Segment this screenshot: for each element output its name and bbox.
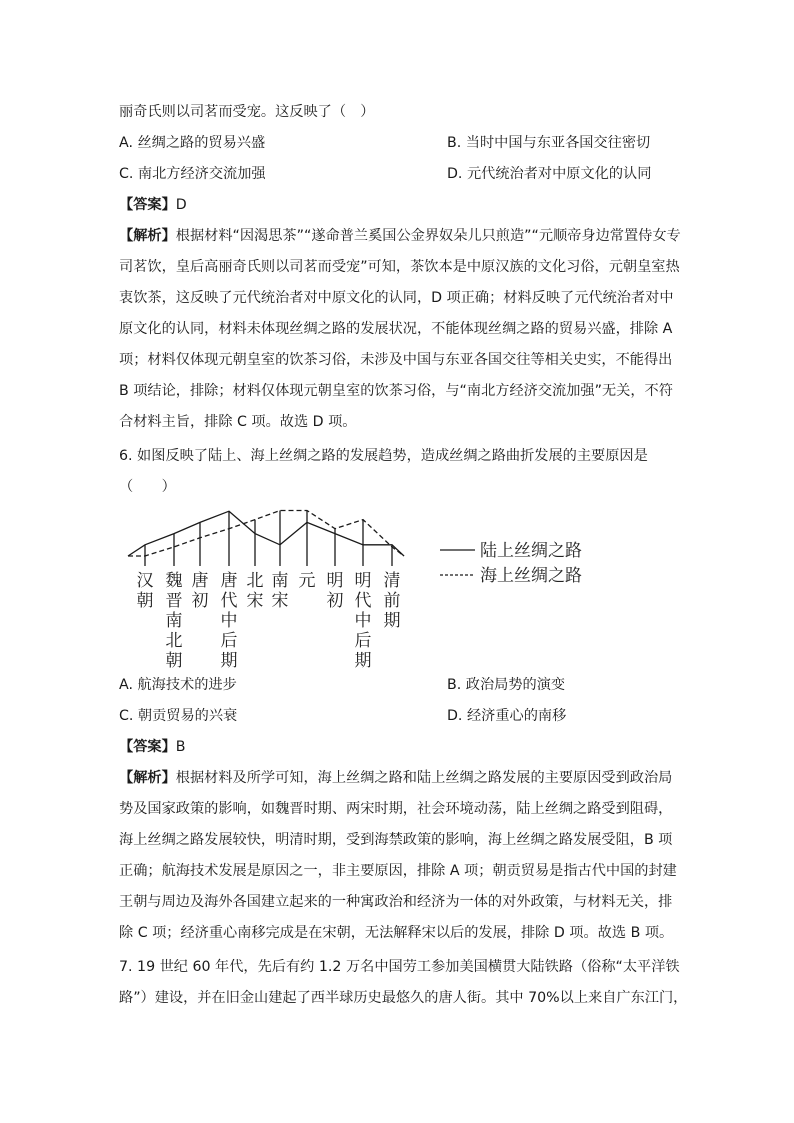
period-label-char: 初 (326, 591, 344, 611)
q6-analysis-line: 正确；航海技术发展是原因之一，非主要原因，排除 A 项；朝贡贸易是指古代中国的封建 (119, 863, 677, 879)
period-labels (137, 571, 401, 668)
q5-answer (119, 195, 187, 215)
period-label-char: 元 (298, 571, 316, 591)
analysis-label: 【解析】 (119, 228, 176, 244)
silk-road-trend-diagram (118, 508, 628, 668)
period-label-char: 清 (383, 571, 401, 591)
q6-stem: 6. 如图反映了陆上、海上丝绸之路的发展趋势，造成丝绸之路曲折发展的主要原因是 (119, 448, 648, 464)
period-label-char: 宋 (271, 591, 289, 611)
analysis-label: 【解析】 (119, 770, 176, 786)
period-label-char: 中 (220, 611, 238, 631)
answer-label: 【答案】 (119, 197, 176, 213)
period-label-char: 前 (383, 591, 401, 611)
q6-option-d: D. 经济重心的南移 (447, 708, 567, 724)
q6-analysis-line: 海上丝绸之路发展较快，明清时期，受到海禁政策的影响，海上丝绸之路发展受阻，B 项 (119, 832, 673, 848)
period-label-char: 代 (220, 591, 238, 611)
period-label-char: 汉 (136, 571, 154, 591)
period-label-char: 中 (354, 611, 372, 631)
period-label-char: 明 (326, 571, 344, 591)
legend-land-label: 陆上丝绸之路 (480, 541, 582, 561)
q5-analysis-line: B 项结论，排除；材料仅体现元朝皇室的饮茶习俗，与“南北方经济交流加强”无关，不符 (119, 383, 673, 399)
period-label-char: 南 (271, 571, 289, 591)
answer-value: D (175, 197, 187, 213)
period-label-char: 朝 (136, 591, 154, 611)
period-label-char: 晋 (165, 591, 183, 611)
q6-stem-blank: （ ） (119, 479, 176, 495)
period-label-char: 初 (191, 591, 209, 611)
q5-option-a: A. 丝绸之路的贸易兴盛 (119, 135, 266, 151)
q6-option-c: C. 朝贡贸易的兴衰 (119, 708, 238, 724)
q6-answer (119, 737, 186, 757)
q7-stem-line: 7. 19 世纪 60 年代，先后有约 1.2 万名中国劳工参加美国横贯大陆铁路（俗称“太平洋铁 (119, 959, 680, 975)
q6-option-b: B. 政治局势的演变 (447, 677, 566, 693)
legend-sea-label: 海上丝绸之路 (480, 566, 582, 586)
q7-stem-line: 路”）建设，并在旧金山建起了西半球历史最悠久的唐人街。其中 70%以上来自广东江门， (119, 990, 688, 1006)
q6-analysis-line: 除 C 项；经济重心南移完成是在宋朝，无法解释宋以后的发展，排除 D 项。故选 B 项。 (119, 925, 674, 941)
period-label-char: 唐 (220, 571, 238, 591)
q5-stem-tail: 丽奇氏则以司茗而受宠。这反映了（ ） (119, 104, 375, 120)
q5-analysis-line: 司茗饮，皇后高丽奇氏则以司茗而受宠”可知，茶饮本是中原汉族的文化习俗，元朝皇室热 (119, 259, 680, 275)
period-label-char: 后 (354, 631, 372, 651)
q5-option-c: C. 南北方经济交流加强 (119, 166, 266, 182)
q6-analysis-line: 王朝与周边及海外各国建立起来的一种寓政治和经济为一体的对外政策，与材料无关，排 (119, 894, 673, 910)
period-label-char: 北 (246, 571, 264, 591)
answer-label: 【答案】 (119, 739, 176, 755)
period-label-char: 后 (220, 631, 238, 651)
q5-analysis-line: 衷饮茶，这反映了元代统治者对中原文化的认同，D 项正确；材料反映了元代统治者对中 (119, 290, 674, 306)
period-markers (145, 511, 392, 567)
q5-analysis-line: 【解析】根据材料“因渴思茶”“遂命普兰奚国公金界奴朵儿只煎造”“元顺帝身边常置侍女专 (119, 228, 681, 244)
period-label-char: 朝 (165, 651, 183, 668)
period-label-char: 期 (220, 651, 238, 668)
q6-analysis-line: 【解析】根据材料及所学可知，海上丝绸之路和陆上丝绸之路发展的主要原因受到政治局 (119, 770, 673, 786)
period-label-char: 明 (354, 571, 372, 591)
period-label-char: 魏 (165, 571, 183, 591)
period-label-char: 期 (383, 611, 401, 631)
period-label-char: 宋 (246, 591, 264, 611)
q5-analysis-line: 合材料主旨，排除 C 项。故选 D 项。 (119, 414, 357, 430)
answer-value: B (175, 739, 186, 755)
q5-option-b: B. 当时中国与东亚各国交往密切 (447, 135, 651, 151)
period-label-char: 代 (354, 591, 372, 611)
period-label-char: 北 (165, 631, 183, 651)
q5-analysis-line: 原文化的认同，材料未体现丝绸之路的发展状况，不能体现丝绸之路的贸易兴盛，排除 A (119, 321, 673, 337)
q5-analysis-line: 项；材料仅体现元朝皇室的饮茶习俗，未涉及中国与东亚各国交往等相关史实，不能得出 (119, 352, 673, 368)
period-label-char: 期 (354, 651, 372, 668)
period-label-char: 唐 (191, 571, 209, 591)
q6-analysis-line: 势及国家政策的影响，如魏晋时期、两宋时期，社会环境动荡，陆上丝绸之路受到阻碍， (119, 801, 673, 817)
q6-option-a: A. 航海技术的进步 (119, 677, 237, 693)
period-label-char: 南 (165, 611, 183, 631)
q5-option-d: D. 元代统治者对中原文化的认同 (447, 166, 652, 182)
